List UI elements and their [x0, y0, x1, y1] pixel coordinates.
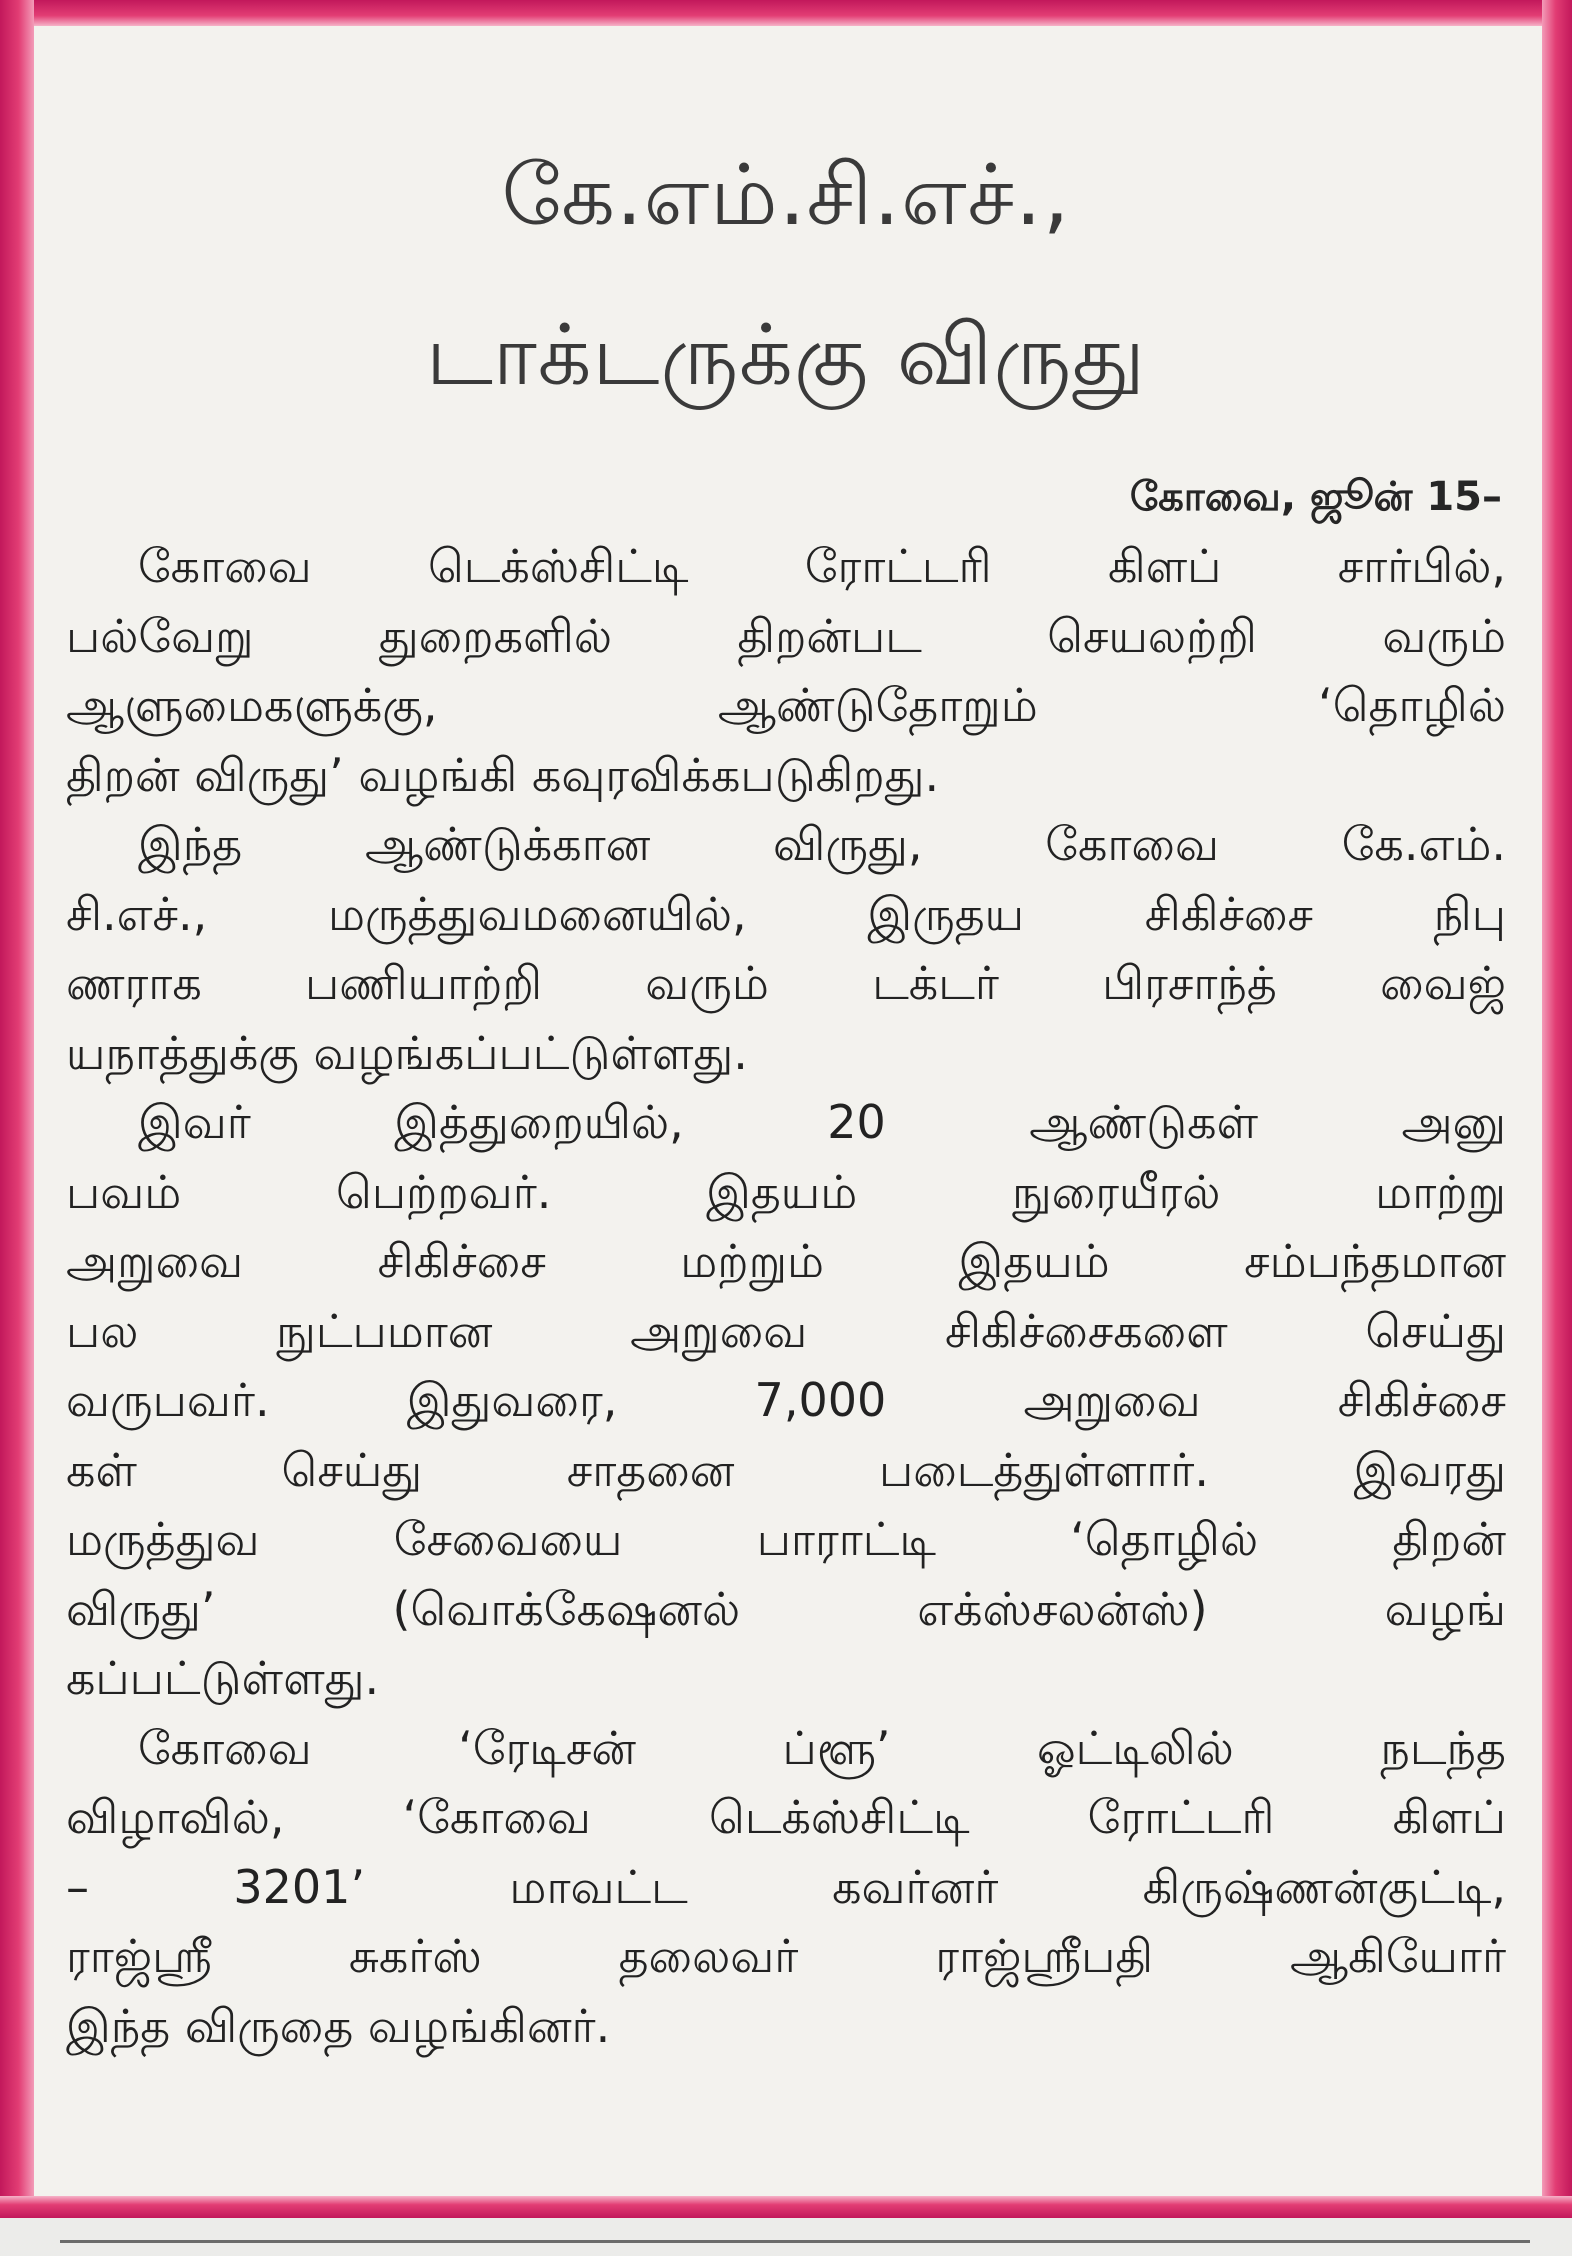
- headline-line: டாக்டருக்கு விருது: [425, 306, 1147, 404]
- text-line: பவம் பெற்றவர். இதயம் நுரையீரல் மாற்று: [66, 1164, 1506, 1219]
- text-line: – 3201’ மாவட்ட கவர்னர் கிருஷ்ணன்குட்டி,: [66, 1859, 1506, 1914]
- text-line: ஆளுமைகளுக்கு, ஆண்டுதோறும் ‘தொழில்: [66, 678, 1506, 732]
- bottom-rule: [60, 2240, 1530, 2243]
- text-line: இந்த ஆண்டுக்கான விருது, கோவை கே.எம்.: [138, 817, 1506, 871]
- bottom-strip: [0, 2218, 1572, 2256]
- dateline: கோவை, ஜூன் 15–: [1129, 474, 1502, 520]
- text-line: விருது’ (வொக்கேஷனல் எக்ஸ்சலன்ஸ்) வழங்: [66, 1581, 1506, 1636]
- border-right: [1542, 0, 1572, 2256]
- headline-line: கே.எம்.சி.எச்.,: [501, 146, 1071, 244]
- text-line: சி.எச்., மருத்துவமனையில், இருதய சிகிச்சை நிபு: [66, 886, 1506, 941]
- text-line: திறன் விருது’ வழங்கி கவுரவிக்கபடுகிறது.: [66, 747, 940, 802]
- text-line: அறுவை சிகிச்சை மற்றும் இதயம் சம்பந்தமான: [66, 1234, 1506, 1288]
- text-line: பல நுட்பமான அறுவை சிகிச்சைகளை செய்து: [66, 1303, 1506, 1358]
- text-line: வருபவர். இதுவரை, 7,000 அறுவை சிகிச்சை: [66, 1373, 1506, 1427]
- text-line: பல்வேறு துறைகளில் திறன்பட செயலற்றி வரும்: [66, 608, 1506, 663]
- text-line: யநாத்துக்கு வழங்கப்பட்டுள்ளது.: [66, 1025, 748, 1080]
- text-line: கப்பட்டுள்ளது.: [66, 1651, 380, 1705]
- headline: [60, 115, 1512, 435]
- text-line: மருத்துவ சேவையை பாராட்டி ‘தொழில் திறன்: [66, 1512, 1506, 1566]
- text-line: ணராக பணியாற்றி வரும் டக்டர் பிரசாந்த் வைஜ்: [66, 956, 1506, 1010]
- text-line: கள் செய்து சாதனை படைத்துள்ளார். இவரது: [66, 1442, 1506, 1497]
- text-line: கோவை ‘ரேடிசன் ப்ளூ’ ஓட்டிலில் நடந்த: [138, 1720, 1506, 1775]
- text-line: இவர் இத்துறையில், 20 ஆண்டுகள் அனு: [138, 1095, 1506, 1149]
- text-line: விழாவில், ‘கோவை டெக்ஸ்சிட்டி ரோட்டரி கிளப்: [66, 1790, 1506, 1844]
- border-top: [0, 0, 1572, 26]
- text-line: இந்த விருதை வழங்கினர்.: [66, 1998, 611, 2053]
- text-line: கோவை டெக்ஸ்சிட்டி ரோட்டரி கிளப் சார்பில்,: [138, 539, 1506, 593]
- text-line: ராஜ்ஸ்ரீ சுகர்ஸ் தலைவர் ராஜ்ஸ்ரீபதி ஆகியோர்: [66, 1929, 1506, 1983]
- border-left: [0, 0, 34, 2256]
- article-body: [66, 532, 1506, 2061]
- border-bottom: [0, 2196, 1572, 2218]
